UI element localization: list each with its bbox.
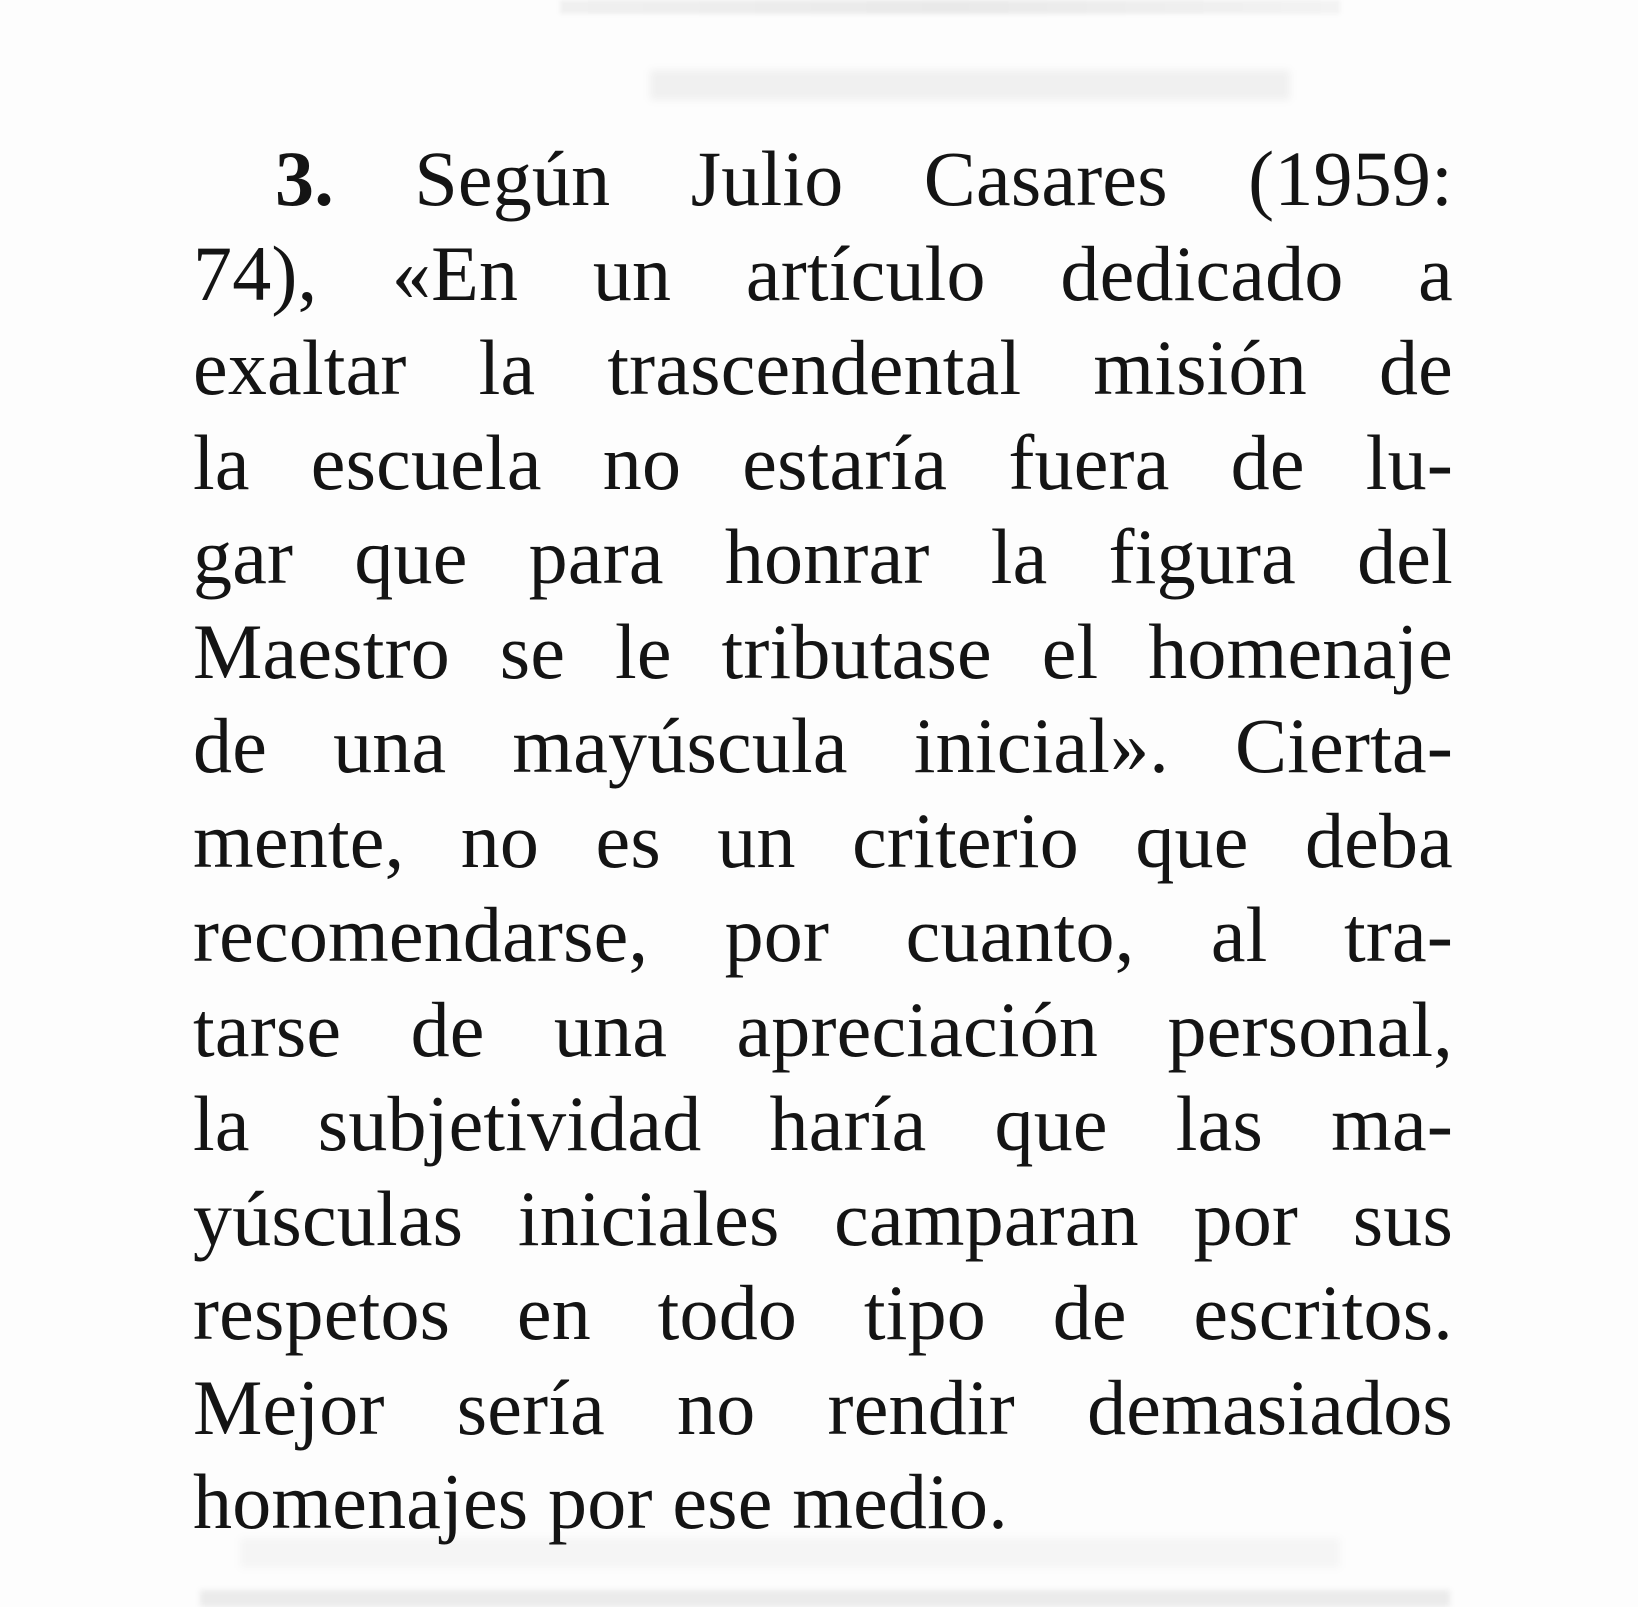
bleed-through-upper: [650, 70, 1290, 100]
paragraph-line-2: 74), «En un artículo dedicado a: [193, 229, 1453, 317]
paragraph-number: 3.: [275, 135, 334, 222]
bleed-through-top: [560, 0, 1340, 14]
paragraph-line-15: homenajes por ese medio.: [193, 1458, 1008, 1545]
paragraph-line-5: gar que para honrar la figura del: [193, 513, 1453, 600]
paragraph-line-6: Maestro se le tributase el homenaje: [193, 607, 1453, 695]
bleed-through-bottom: [200, 1590, 1450, 1607]
paragraph-line-14: Mejor sería no rendir demasiados: [193, 1363, 1453, 1451]
paragraph-line-10: tarse de una apreciación personal,: [193, 985, 1453, 1073]
paragraph-line-7: de una mayúscula inicial». Cierta-: [193, 702, 1453, 789]
paragraph-line-3: exaltar la trascendental misión de: [193, 324, 1453, 411]
paragraph-line-11: la subjetividad haría que las ma-: [193, 1080, 1453, 1167]
paragraph-line-4: la escuela no estaría fuera de lu-: [193, 418, 1453, 506]
paragraph-line-12: yúsculas iniciales camparan por sus: [193, 1174, 1453, 1262]
paragraph-line-8: mente, no es un criterio que deba: [193, 796, 1453, 884]
paragraph: [193, 132, 1453, 1550]
paragraph-line-text: Según Julio Casares (1959:: [414, 135, 1453, 222]
paragraph-line-9: recomendarse, por cuanto, al tra-: [193, 891, 1453, 978]
paragraph-line-13: respetos en todo tipo de escritos.: [193, 1269, 1453, 1356]
paragraph-line-1: [193, 132, 1453, 227]
